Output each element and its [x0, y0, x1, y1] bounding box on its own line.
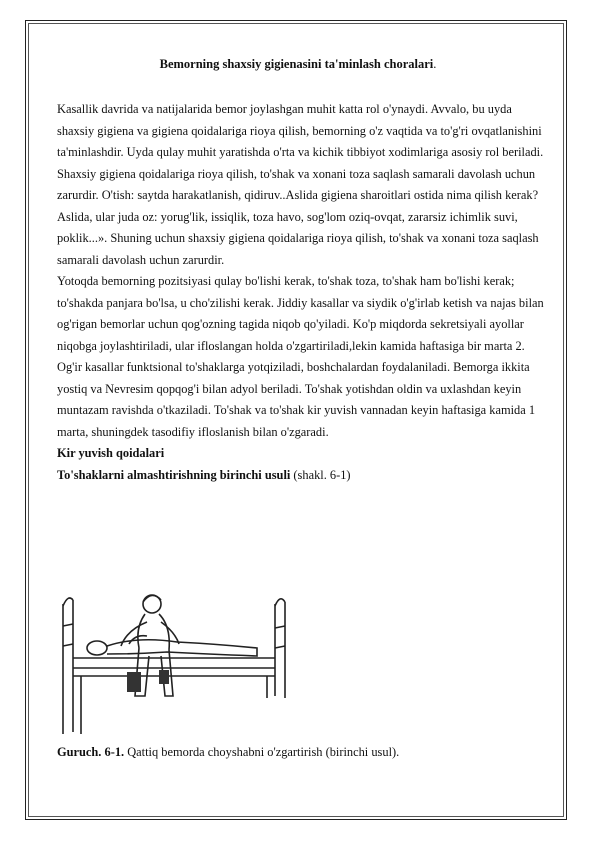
heading-first-method: To'shaklarni almashtirishning birinchi usuli — [57, 467, 291, 482]
caption-label: Guruch. 6-1. — [57, 745, 125, 759]
heading-laundry-rules: Kir yuvish qoidalari — [57, 446, 165, 460]
figure-caption — [57, 745, 399, 760]
paragraph-bed-position: Yotoqda bemorning pozitsiyasi qulay bo'lishi kerak, to'shak toza, to'shak ham bo'lishi kerak; to'shakda panjara bo'lsa, u cho'zilishi kerak. Jiddiy kasallar va siydik o'g'irlab ketish va najas bilan og'rigan bemorlar uchun qog'ozning tagida niqob qo'yiladi. Ko'p miqdorda sekretsiyali ayollar niqobga joylashtiriladi, ular ifloslangan holda o'zgartiriladi,lekin kamida haftasiga bir marta 2. Og'ir kasallar funktsional to'shaklarga yotqiziladi, boshchalardan foydalaniladi. Bemorga ikkita yostiq va Nevresim qopqog'i bilan adyol beriladi. To'shak yotishdan oldin va uxlashdan keyin muntazam ravishda o'tkaziladi. To'shak va to'shak kir yuvish vannadan keyin haftasiga kamida 1 marta, shuningdek tasodifiy ifloslanish bilan o'zgaradi. — [57, 274, 544, 439]
document-title: Bemorning shaxsiy gigienasini ta'minlash choralari. — [159, 57, 437, 71]
bed-change-illustration — [57, 586, 332, 742]
caption-text: Qattiq bemorda choyshabni o'zgartirish (birinchi usul). — [124, 745, 400, 759]
heading-method-line — [57, 465, 547, 487]
document-body — [57, 99, 547, 486]
paragraph-intro: Kasallik davrida va natijalarida bemor joylashgan muhit katta rol o'ynaydi. Avvalo, bu uyda shaxsiy gigiena va gigiena qoidalariga rioya qilish, bemorning o'z vaqtida va to'g'ri ovqatlanishini ta'minlashdir. Uyda qulay muhit yaratishda o'rta va kichik tibbiyot xodimlariga asosiy rol beriladi. Shaxsiy gigiena qoidalariga rioya qilish, to'shak va xonani toza saqlash samarali davolash uchun zarurdir. O'tish: saytda harakatlanish, qidiruv..Aslida gigiena sharoitlari ostida nima qilish kerak? Aslida, ular juda oz: yorug'lik, issiqlik, toza havo, sog'lom oziq-ovqat, zararsiz ichimlik suvi, poklik...». Shuning uchun shaxsiy gigiena qoidalariga rioya qilish, to'shak va xonani toza saqlash samarali davolash uchun zarurdir. — [57, 102, 544, 267]
figure-reference: (shakl. 6-1) — [290, 467, 351, 482]
